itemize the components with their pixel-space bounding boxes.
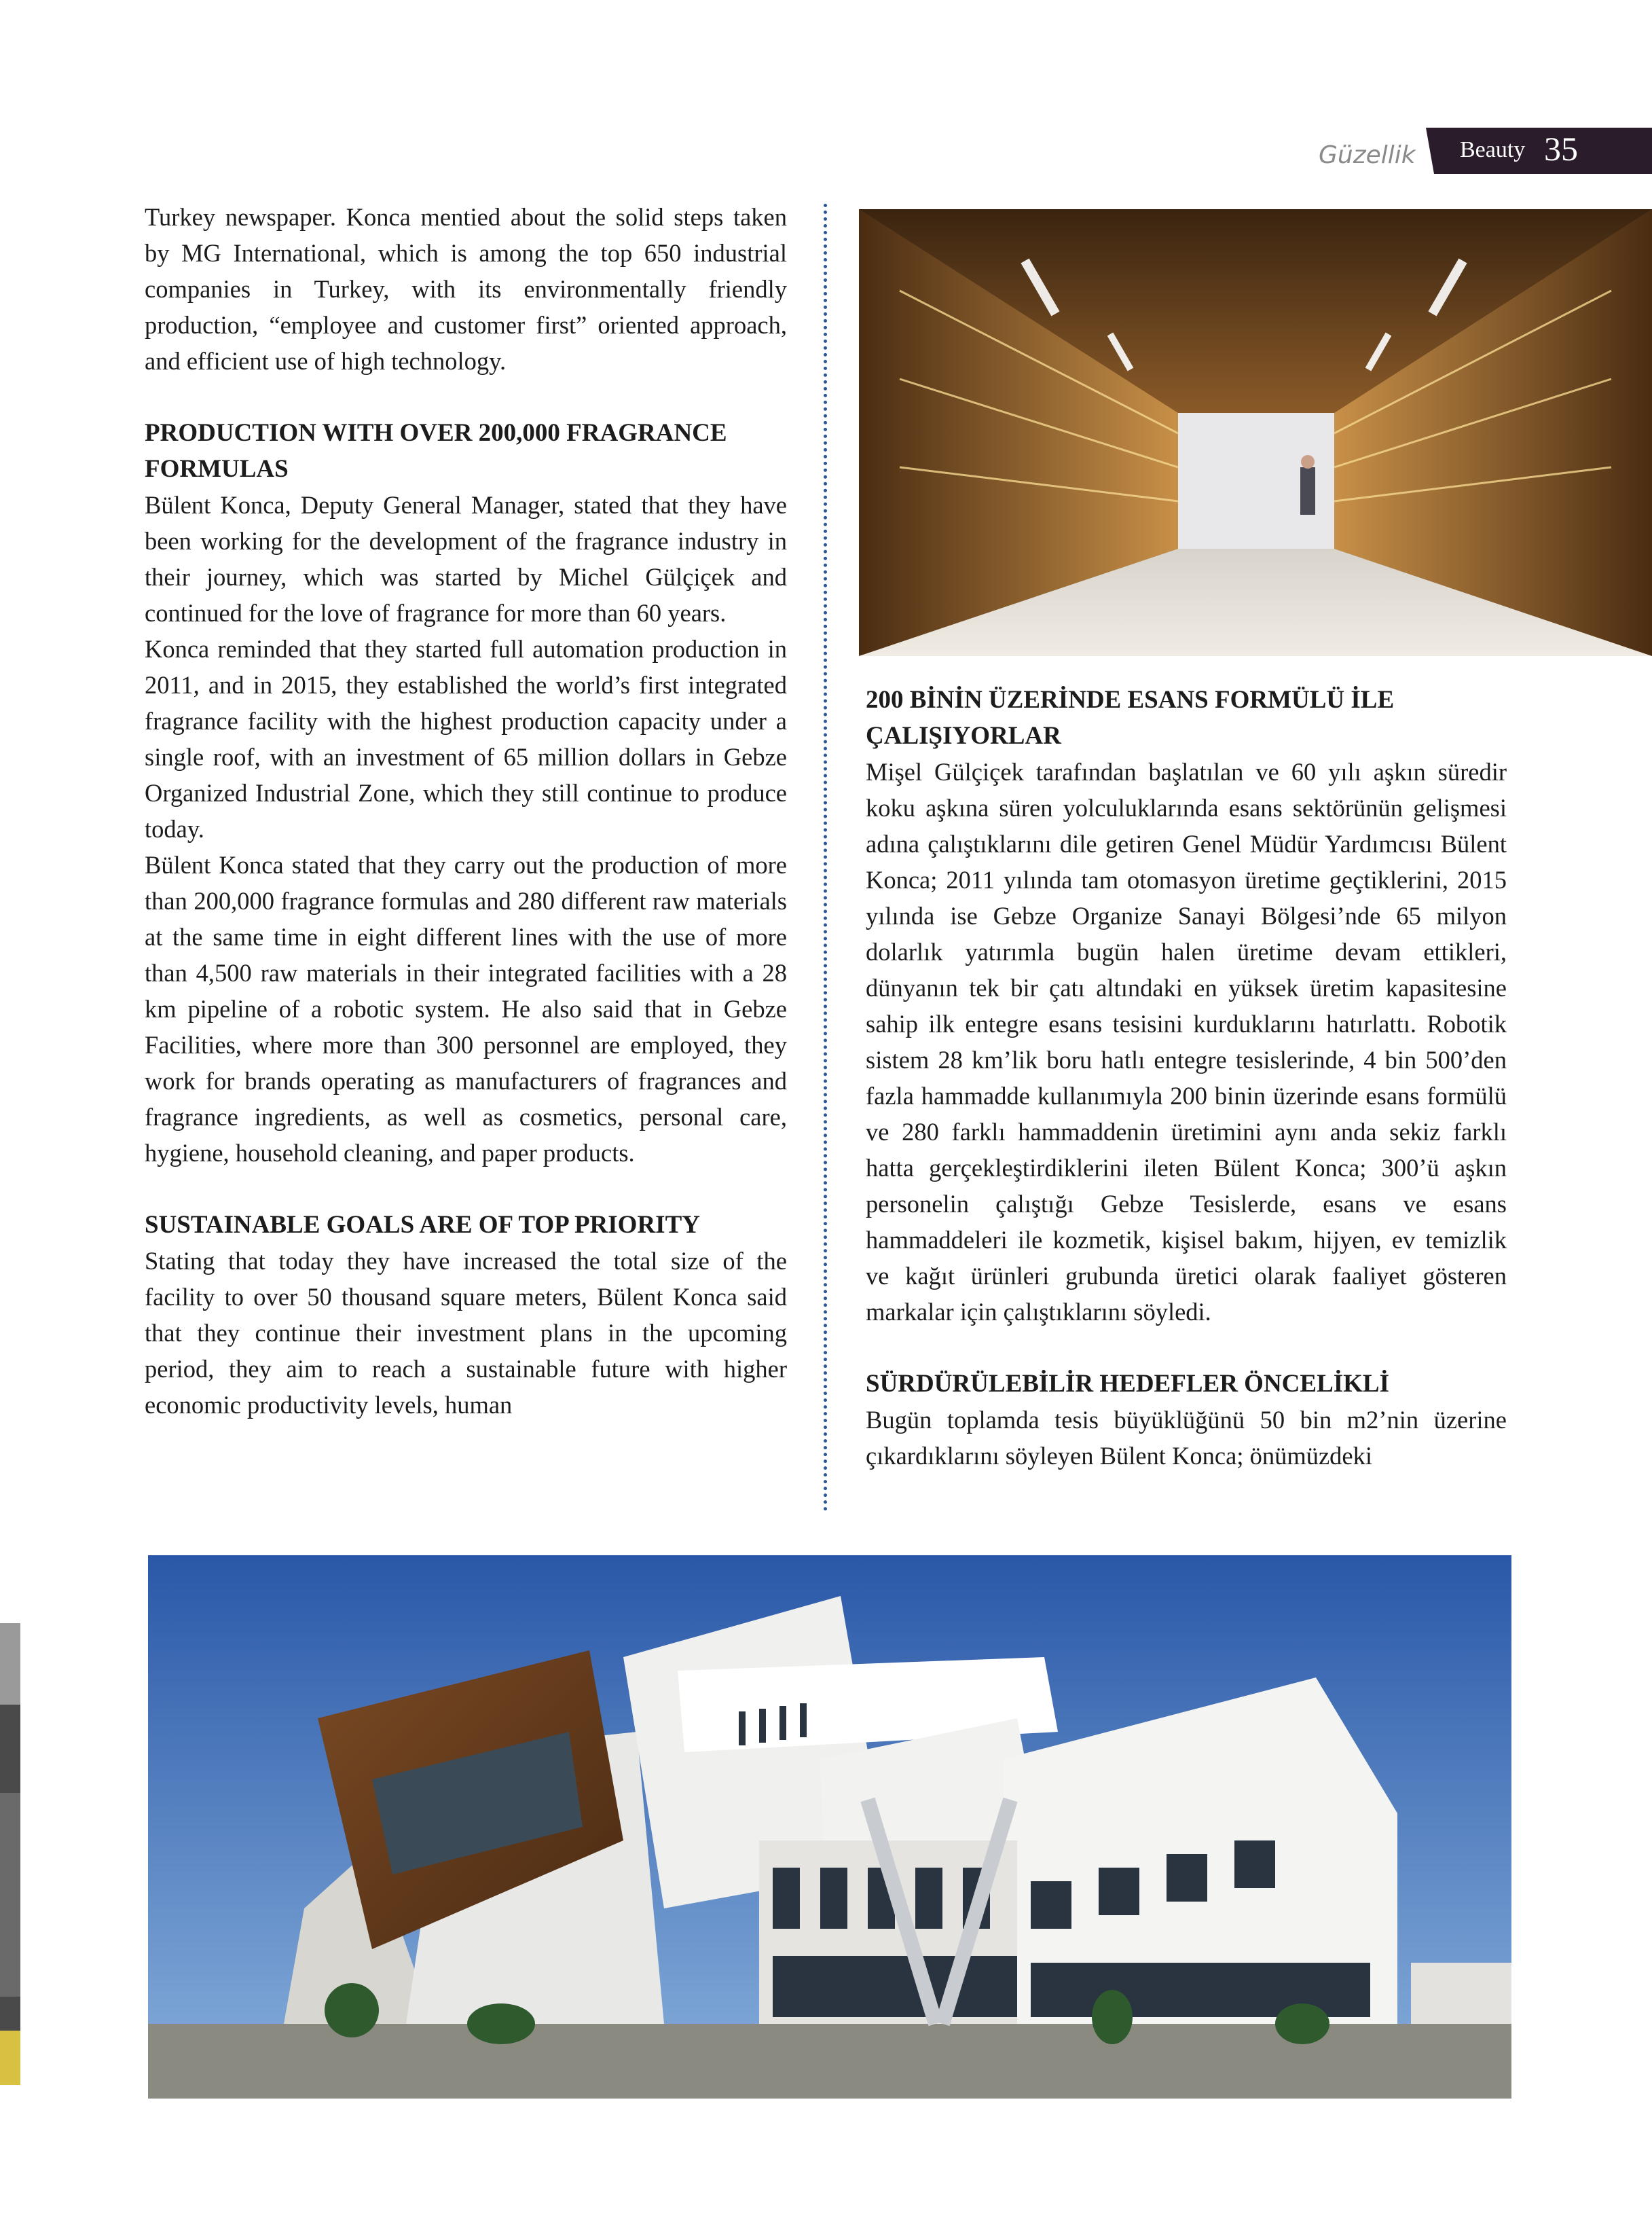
intro-paragraph: Turkey newspaper. Konca mentied about the solid steps taken by MG International, which is among the top 650 industrial companies in Turkey, with its environmentally friendly production, “employee and customer first” oriented approach, and efficient use of high technology. — [145, 203, 787, 375]
section-tab — [1434, 128, 1652, 174]
heading-production: PRODUCTION WITH OVER 200,000 FRAGRANCE FORMULAS — [145, 419, 727, 483]
section-label: Güzellik — [1319, 141, 1416, 169]
left-column — [145, 199, 787, 1423]
paragraph: Mişel Gülçiçek tarafından başlatılan ve 60 yılı aşkın süredir koku aşkına süren yolculuklarında esans sektörünün gelişmesi adına çalıştıklarını dile getiren Genel Müdür Yardımcısı Bülent Konca; 2011 yılında tam otomasyon üretime geçtiklerini, 2015 yılında ise Gebze Organize Sanayi Bölgesi’nde 65 milyon dolarlık yatırımla bugün halen üretime devam ettikleri, dünyanın tek bir çatı altındaki en yüksek üretim kapasitesine sahip ilk entegre esans tesisini kurduklarını hatırlattı. Robotik sistem 28 km’lik boru hatlı entegre tesislerinde, 4 bin 500’den fazla hammadde kullanımıyla 200 binin üzerinde esans formülü ve 280 farklı hammaddenin üretimini aynı anda sekiz farklı hatta gerçekleştirdiklerini ileten Bülent Konca; 300’ü aşkın personelin çalıştığı Gebze Tesislerde, esans ve esans hammaddeleri ile kozmetik, kişisel bakım, hijyen, ev temizlik ve kağıt ürünleri grubunda üretici olarak faaliyet gösteren markalar için çalıştıklarını söyledi. — [866, 758, 1507, 1326]
heading-hedefler: SÜRDÜRÜLEBİLİR HEDEFLER ÖNCELİKLİ — [866, 1370, 1390, 1398]
right-column — [866, 682, 1507, 1474]
paragraph: Stating that today they have increased the total size of the facility to over 50 thousand square meters, Bülent Konca said that they continue their investment plans in the upcoming period, they aim to reach a sustainable future with higher economic productivity levels, human — [145, 1247, 787, 1419]
paragraph: Bülent Konca, Deputy General Manager, stated that they have been working for the development of the fragrance industry in their journey, which was started by Michel Gülçiçek and continued for the love of fragrance for more than 60 years. — [145, 491, 787, 627]
page-number: 35 — [1544, 130, 1578, 168]
paragraph: Konca reminded that they started full automation production in 2011, and in 2015, they established the world’s first integrated fragrance facility with the highest production capacity under a single roof, with an investment of 65 million dollars in Gebze Organized Industrial Zone, which they still continue to produce today. — [145, 635, 787, 843]
paragraph: Bülent Konca stated that they carry out the production of more than 200,000 fragrance formulas and 280 different raw materials at the same time in eight different lines with the use of more than 4,500 raw materials in their integrated facilities with a 28 km pipeline of a robotic system. He also said that in Gebze Facilities, where more than 300 personnel are employed, they work for brands operating as manufacturers of fragrances and fragrance ingredients, as well as cosmetics, personal care, hygiene, household cleaning, and paper products. — [145, 851, 787, 1167]
paragraph: Bugün toplamda tesis büyüklüğünü 50 bin m2’nin üzerine çıkardıklarını söyleyen Bülent Konca; önümüzdeki — [866, 1406, 1507, 1470]
section-tab-label: Beauty — [1460, 137, 1526, 162]
heading-sustainable: SUSTAINABLE GOALS ARE OF TOP PRIORITY — [145, 1211, 700, 1239]
heading-esans: 200 BİNİN ÜZERİNDE ESANS FORMÜLÜ İLE ÇALIŞIYORLAR — [866, 686, 1395, 750]
column-divider — [824, 204, 827, 1512]
building-exterior-photo — [148, 1555, 1511, 2099]
adjacent-page-photo-edge — [0, 1623, 20, 2085]
factory-interior-photo — [859, 209, 1652, 656]
